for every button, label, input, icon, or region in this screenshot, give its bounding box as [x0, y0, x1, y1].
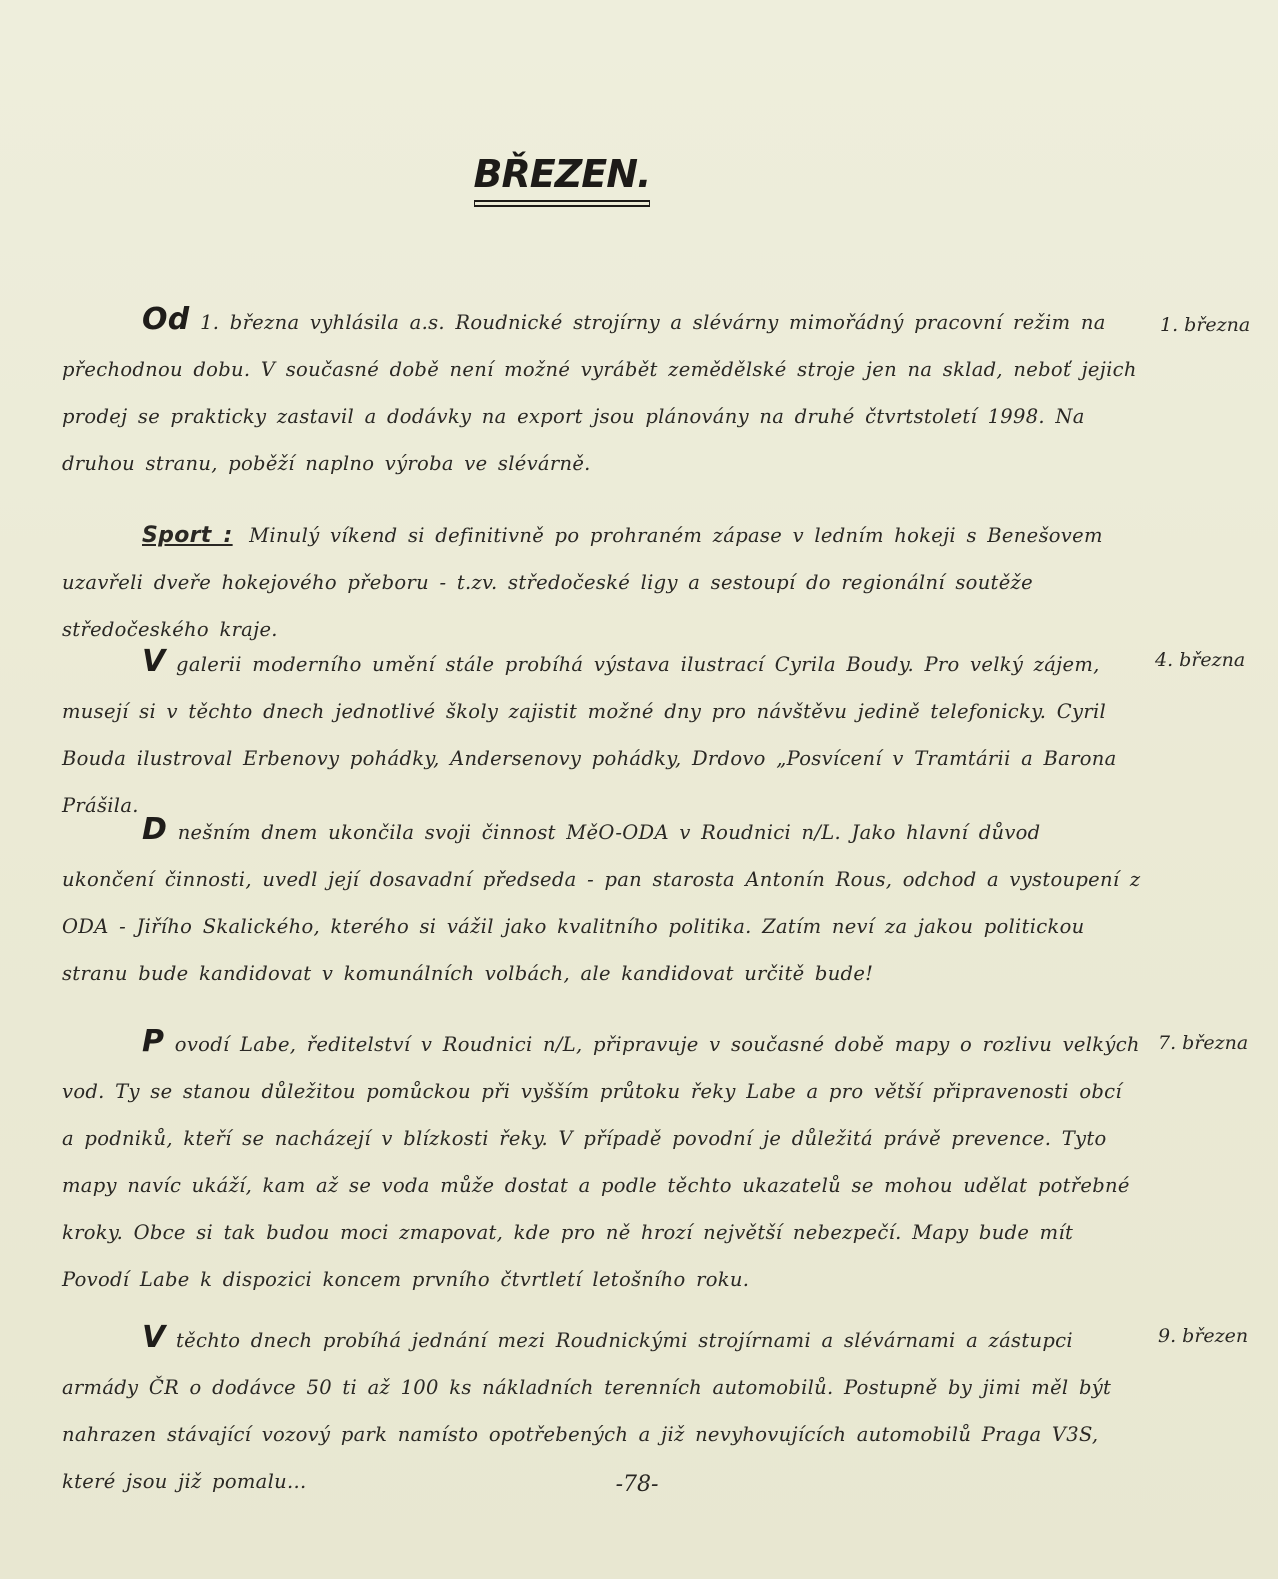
entry-text: ovodí Labe, ředitelství v Roudnici n/L, připravuje v současné době mapy o rozlivu velkých vod. Ty se stanou důležitou pomůckou při vyšším průtoku řeky Labe a pro větší připravenosti obcí a podniků, kteří se nacházejí v blízkosti řeky. V případě povodní je důležitá právě prevence. Tyto mapy navíc ukáží, kam až se voda může dostat a podle těchto ukazatelů se mohou udělat potřebné kroky. Obce si tak budou moci zmapovat, kde pro ně hrozí největší nebezpečí. Mapy bude mít Povodí Labe k dispozici koncem prvního čtvrtletí letošního roku.: [62, 1033, 1140, 1291]
entry-paragraph: [62, 1018, 1142, 1303]
entry-lead: Od: [142, 302, 190, 337]
entry-text: těchto dnech probíhá jednání mezi Roudnickými strojírnami a slévárnami a zástupci armády ČR o dodávce 50 ti až 100 ks nákladních terenních automobilů. Postupně by jimi měl být nahrazen stávající vozový park namísto opotřebených a již nevyhovujících automobilů Praga V3S, které jsou již pomalu...: [62, 1329, 1112, 1493]
entry-text: Minulý víkend si definitivně po prohraném zápase v ledním hokeji s Benešovem uzavřeli dveře hokejového přeboru - t.zv. středočeské ligy a sestoupí do regionální soutěže středočeského kraje.: [62, 524, 1103, 641]
entry-text: 1. března vyhlásila a.s. Roudnické strojírny a slévárny mimořádný pracovní režim na přechodnou dobu. V současné době není možné vyrábět zemědělské stroje jen na sklad, neboť jejich prodej se prakticky zastavil a dodávky na export jsou plánovány na druhé čtvrtstoletí 1998. Na druhou stranu, poběží naplno výroba ve slévárně.: [62, 311, 1137, 475]
title-block: [462, 152, 662, 202]
entry-paragraph: [62, 296, 1142, 487]
page-number: -78-: [615, 1472, 659, 1497]
date-margin-note: 1. března: [1160, 314, 1251, 336]
date-margin-note: 7. března: [1158, 1032, 1249, 1054]
entry-text: galerii moderního umění stále probíhá výstava ilustrací Cyrila Boudy. Pro velký zájem, musejí si v těchto dnech jednotlivé školy zajistit možné dny pro návštěvu jedině telefonicky. Cyril Bouda ilustroval Erbenovy pohádky, Andersenovy pohádky, Drdovo „Posvícení v Tramtárii a Barona Prášila.: [62, 653, 1117, 817]
page-title: BŘEZEN.: [474, 152, 651, 202]
entry-paragraph: [62, 512, 1142, 653]
entry-lead: D: [142, 812, 168, 847]
entry-text: nešním dnem ukončila svoji činnost MěO-ODA v Roudnici n/L. Jako hlavní důvod ukončení činnosti, uvedl její dosavadní předseda - pan starosta Antonín Rous, odchod a vystoupení z ODA - Jiřího Skalického, kterého si vážil jako kvalitního politika. Zatím neví za jakou politickou stranu bude kandidovat v komunálních volbách, ale kandidovat určitě bude!: [62, 821, 1141, 985]
entry-lead: P: [142, 1024, 165, 1059]
entry-lead: V: [142, 1320, 166, 1355]
date-margin-note: 9. březen: [1158, 1325, 1249, 1347]
entry-paragraph: [62, 806, 1142, 997]
date-margin-note: 4. března: [1155, 649, 1246, 671]
entry-lead: Sport :: [142, 523, 233, 548]
entry-paragraph: [62, 638, 1142, 829]
entry-lead: V: [142, 644, 166, 679]
